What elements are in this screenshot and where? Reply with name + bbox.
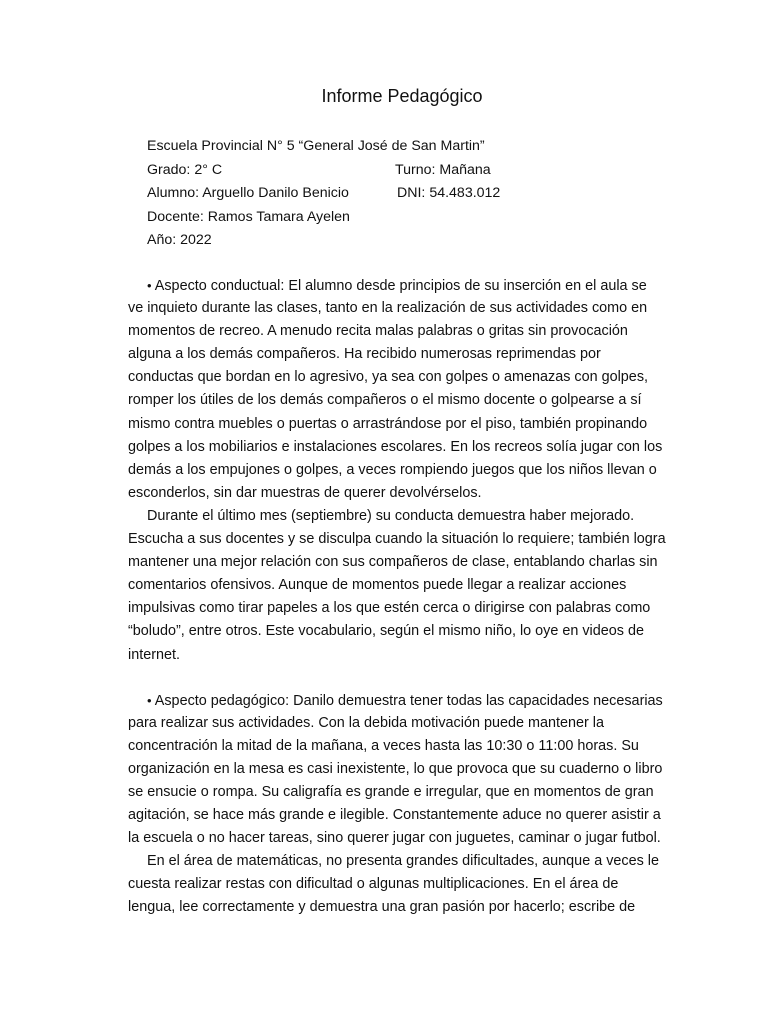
text-line: Durante el último mes (septiembre) su conducta demuestra haber mejorado. xyxy=(147,507,635,524)
text-line: ve inquieto durante las clases, tanto en la realización de sus actividades como en xyxy=(128,300,648,317)
text-line: para realizar sus actividades. Con la debida motivación puede mantener la xyxy=(128,714,604,731)
text-line: • Aspecto pedagógico: Danilo demuestra tener todas las capacidades necesarias xyxy=(147,692,663,709)
grade-field: Grado: 2° C xyxy=(147,161,223,178)
text-line: concentración la mitad de la mañana, a veces hasta las 10:30 o 11:00 horas. Su xyxy=(128,737,639,754)
paragraph xyxy=(128,274,663,505)
header-student-line xyxy=(147,182,667,206)
text-line: comentarios ofensivos. Aunque de momentos puede llegar a realizar acciones xyxy=(128,577,627,594)
text-line: mantener una mejor relación con sus compañeros de clase, entablando charlas sin xyxy=(128,554,658,571)
text-line: cuesta realizar restas con dificultad o algunas multiplicaciones. En el área de xyxy=(128,876,619,893)
text-line: Escucha a sus docentes y se disculpa cuando la situación lo requiere; también logra xyxy=(128,531,666,548)
bullet-glyph: • xyxy=(147,692,152,708)
text-line: organización en la mesa es casi inexistente, lo que provoca que su cuaderno o libro xyxy=(128,760,663,777)
text-line: la escuela o no hacer tareas, sino querer jugar con juguetes, caminar o jugar futbol. xyxy=(128,830,661,847)
header-teacher-line xyxy=(147,206,667,230)
section-conductual xyxy=(128,274,666,667)
year-field: Año: 2022 xyxy=(147,232,212,248)
text-line: internet. xyxy=(128,646,180,663)
text-line: impulsivas como tirar papeles a los que estén cerca o dirigirse con palabras como xyxy=(128,600,651,617)
report-body xyxy=(128,274,666,920)
text-line: lengua, lee correctamente y demuestra una gran pasión por hacerlo; escribe de xyxy=(128,899,636,916)
text-line: • Aspecto conductual: El alumno desde principios de su inserción en el aula se xyxy=(147,278,647,294)
section-spacer xyxy=(128,667,663,689)
text-line: mismo contra muebles o puertas o arrastrándose por el piso, también propinando xyxy=(128,415,648,432)
paragraph xyxy=(128,505,666,667)
text-line: momentos de recreo. A menudo recita malas palabras o gritas sin provocación xyxy=(128,323,628,340)
text-line: En el área de matemáticas, no presenta grandes dificultades, aunque a veces le xyxy=(147,853,659,870)
dni-field: DNI: 54.483.012 xyxy=(397,185,501,201)
header-grade-line xyxy=(147,159,667,183)
text-line: esconderlos, sin dar muestras de querer devolvérselos. xyxy=(128,484,482,501)
header-year-line xyxy=(147,229,667,253)
shift-field: Turno: Mañana xyxy=(395,161,491,178)
text-line: “boludo”, entre otros. Este vocabulario, según el mismo niño, lo oye en videos de xyxy=(128,623,644,640)
section-pedagogico xyxy=(128,689,663,920)
text-line: romper los útiles de los demás compañeros o el mismo docente o golpearse a sí xyxy=(128,392,642,409)
student-field: Alumno: Arguello Danilo Benicio xyxy=(147,185,349,201)
text-line: conductas que bordan en lo agresivo, ya sea con golpes o amenazas con golpes, xyxy=(128,369,649,386)
paragraph xyxy=(128,850,663,919)
bullet-glyph: • xyxy=(147,278,152,293)
document-title: Informe Pedagógico xyxy=(321,86,483,106)
text-line: se ensucie o rompa. Su caligrafía es grande e irregular, que en momentos de gran xyxy=(128,783,654,800)
header-school-line xyxy=(147,135,667,159)
header-block xyxy=(147,135,667,253)
paragraph xyxy=(128,689,663,851)
teacher-field: Docente: Ramos Tamara Ayelen xyxy=(147,208,350,225)
text-line: golpes a los mobiliarios e instalaciones escolares. En los recreos solía jugar con los xyxy=(128,438,663,455)
text-line: agitación, se hace más grande e ilegible. Constantemente aduce no querer asistir a xyxy=(128,807,661,824)
school-name: Escuela Provincial N° 5 “General José de San Martin” xyxy=(147,138,485,154)
text-line: demás a los empujones o golpes, a veces rompiendo juegos que los niños llevan o xyxy=(128,461,657,478)
text-line: alguna a los demás compañeros. Ha recibido numerosas reprimendas por xyxy=(128,346,601,363)
